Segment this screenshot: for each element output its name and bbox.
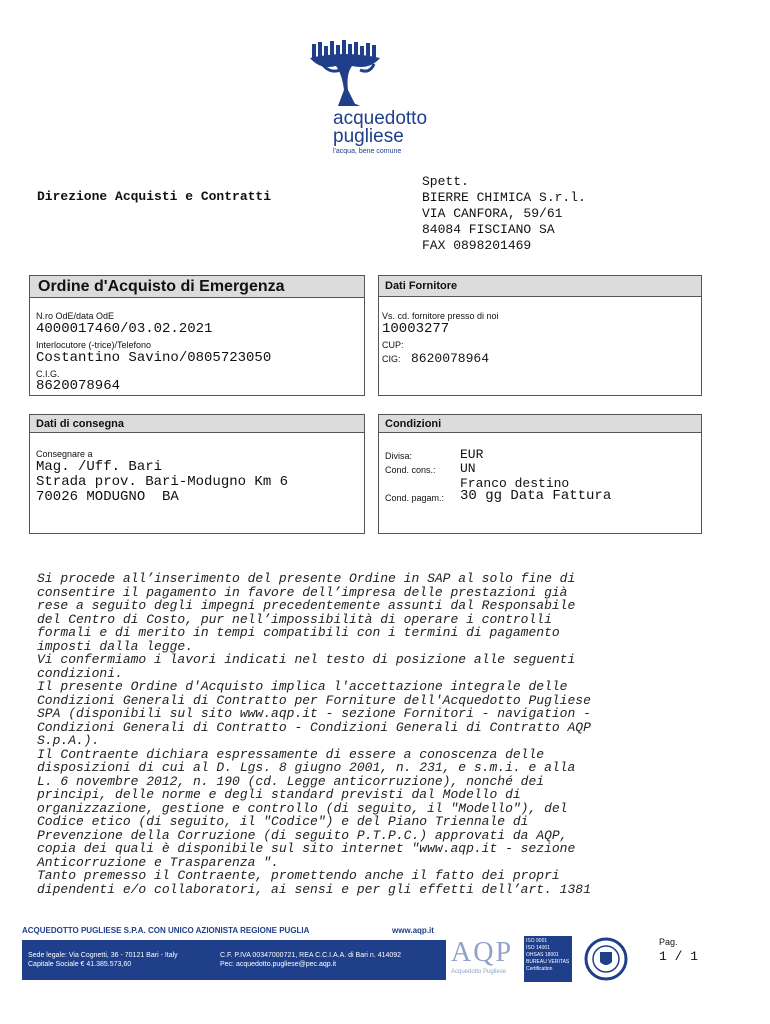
footer-company-name: ACQUEDOTTO PUGLIESE S.P.A. CON UNICO AZIONISTA REGIONE PUGLIA <box>22 926 310 935</box>
footer-legal-left: Sede legale: Via Cognetti, 36 - 70121 Bari - Italy Capitale Sociale € 41.385.573,60 <box>28 952 178 968</box>
recipient-address: Spett. BIERRE CHIMICA S.r.l. VIA CANFORA, 59/61 84084 FISCIANO SA FAX 0898201469 <box>422 174 586 253</box>
delivery-address: Mag. /Uff. Bari Strada prov. Bari-Modugno Km 6 70026 MODUGNO BA <box>36 459 289 505</box>
delivery-condition-value: UN Franco destino <box>460 461 570 491</box>
aqp-letters: AQP <box>451 937 514 968</box>
aqp-mark <box>449 937 519 981</box>
supplier-code-label: Vs. cd. fornitore presso di noi <box>382 311 499 321</box>
deliver-to-label: Consegnare a <box>36 449 93 459</box>
supplier-box <box>378 275 702 396</box>
department-name: Direzione Acquisti e Contratti <box>37 189 272 204</box>
order-title: Ordine d'Acquisto di Emergenza <box>30 276 364 298</box>
order-number-value: 4000017460/03.02.2021 <box>36 321 213 337</box>
contact-value: Costantino Savino/0805723050 <box>36 350 272 366</box>
order-number-label: N.ro OdE/data OdE <box>36 311 115 321</box>
supplier-title: Dati Fornitore <box>379 276 701 297</box>
logo-tagline: l'acqua, bene comune <box>333 148 402 155</box>
logo-wordmark-line1: acquedotto <box>333 108 428 129</box>
cig-value: 8620078964 <box>36 378 121 394</box>
page-number: 1 / 1 <box>659 949 699 964</box>
aqp-mark-subtitle: Acquedotto Pugliese <box>451 969 507 975</box>
conditions-box <box>378 414 702 534</box>
delivery-condition-label: Cond. cons.: <box>385 465 436 475</box>
currency-value: EUR <box>460 447 484 462</box>
supplier-cig-label: CIG: <box>382 354 401 364</box>
footer-legal-strip <box>22 940 446 980</box>
delivery-title: Dati di consegna <box>30 415 364 433</box>
order-box <box>29 275 365 396</box>
payment-condition-value: 30 gg Data Fattura <box>460 488 612 504</box>
cig-label: C.I.G. <box>36 369 60 379</box>
contact-label: Interlocutore (-trice)/Telefono <box>36 340 152 350</box>
conditions-title: Condizioni <box>379 415 701 433</box>
tree-logo-icon <box>300 40 460 110</box>
terms-body-text: Si procede all’inserimento del presente Ordine in SAP al solo fine di consentire il pagamento in favore dell’impresa delle prestazioni già rese a seguito degli impegni precedentemente assunti dal Responsabile del Centro di Costo, pur nell’impossibilità di operare i controlli formali e di merito in tempi compatibili con i termini di pagamento imposti dalla legge. Vi confermiamo i lavori indicati nel testo di posizione alle seguenti condizioni. Il presente Ordine d'Acquisto implica l'accettazione integrale delle Condizioni Generali di Contratto per Forniture dell'Acquedotto Pugliese SPA (disponibili sul sito www.aqp.it - sezione Fornitori - navigation - Condizioni Generali di Contratto - Condizioni Generali di Contratto AQP S.p.A.). Il Contraente dichiara espressamente di essere a conoscenza delle disposizioni di cui al D. Lgs. 8 giugno 2001, n. 231, e s.m.i. e alla L. 6 novembre 2012, n. 190 (cd. Legge anticorruzione), nonché dei principi, delle norme e degli standard previsti dal Modello di organizzazione, gestione e controllo (di seguito, il "Modello"), del Codice etico (di seguito, il "Codice") e del Piano Triennale di Prevenzione della Corruzione (di seguito P.T.P.C.) approvati da AQP, copia dei quali è disponibile sul sito internet "www.aqp.it - sezione Anticorruzione e Trasparenza ". Tanto premesso il Contraente, promettendo anche il fatto dei propri dipendenti e/o collaboratori, ai sensi e per gli effetti dell’art. 1381 <box>37 571 591 897</box>
footer-website: www.aqp.it <box>392 926 434 935</box>
currency-label: Divisa: <box>385 451 413 461</box>
bureau-veritas-seal-icon <box>580 936 632 982</box>
supplier-code-value: 10003277 <box>382 321 450 337</box>
page-label: Pag. <box>659 937 678 947</box>
logo-wordmark-line2: pugliese <box>333 126 404 147</box>
payment-condition-label: Cond. pagam.: <box>385 493 445 503</box>
cup-label: CUP: <box>382 340 404 350</box>
delivery-box <box>29 414 365 534</box>
supplier-cig-value: 8620078964 <box>411 351 490 366</box>
certification-badge: ISO 9001 ISO 14001 OHSAS 18001 BUREAU VERITAS Certification <box>524 936 572 982</box>
footer-legal-right: C.F. P.IVA 00347000721, REA C.C.I.A.A. di Bari n. 414092 Pec: acquedotto.pugliese@pec.aqp.it <box>220 952 402 968</box>
